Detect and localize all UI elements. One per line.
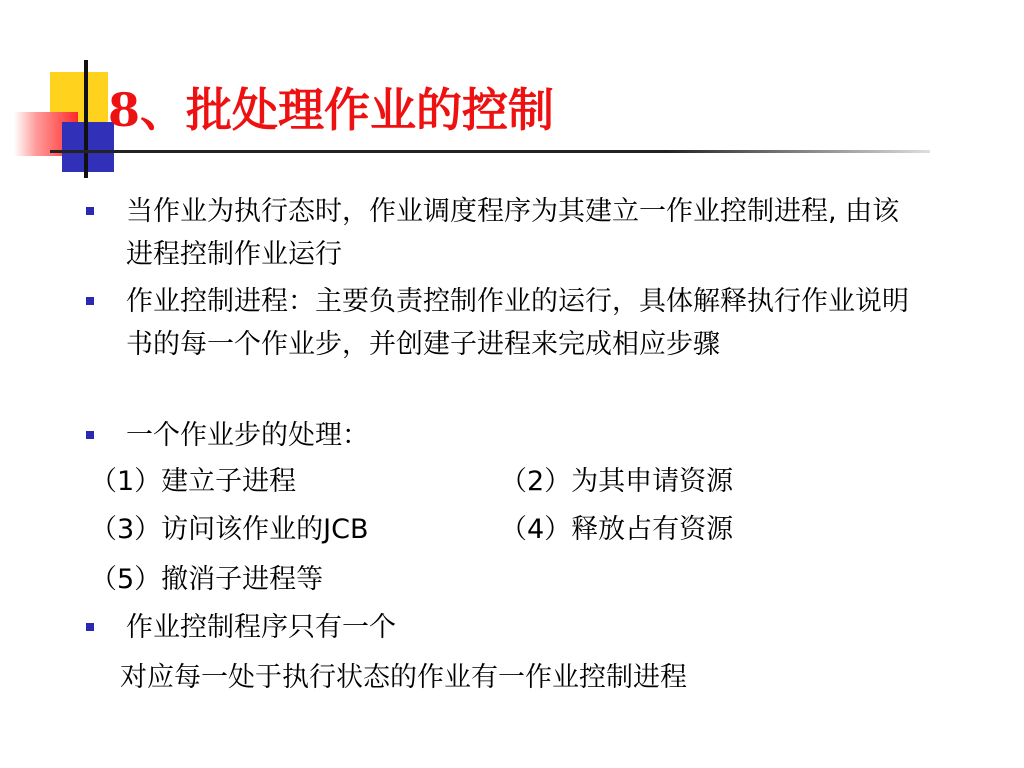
bullet-item: [86, 190, 926, 276]
bullet-item: [86, 606, 926, 649]
decor-blue-square: [62, 122, 114, 172]
square-bullet-icon: [86, 431, 94, 439]
decor-vertical-line: [84, 60, 88, 178]
bullet-text: 作业控制程序只有一个: [126, 612, 396, 643]
square-bullet-icon: [86, 623, 94, 631]
step-item: （2）为其申请资源: [500, 466, 734, 497]
square-bullet-icon: [86, 207, 94, 215]
bullet-text: 当作业为执行态时，作业调度程序为其建立一作业控制进程, 由该进程控制作业运行: [126, 196, 900, 270]
step-item: （4）释放占有资源: [500, 514, 734, 545]
bullet-item: [86, 414, 926, 457]
square-bullet-icon: [86, 297, 94, 305]
title-underline: [50, 150, 930, 153]
bullet-text: 一个作业步的处理：: [126, 420, 369, 451]
step-item: （3）访问该作业的JCB: [90, 514, 369, 545]
slide-title: 8、批处理作业的控制: [108, 83, 555, 137]
step-item: （1）建立子进程: [90, 466, 297, 497]
step-item: （5）撤消子进程等: [90, 564, 324, 595]
note-text: 对应每一处于执行状态的作业有一作业控制进程: [120, 662, 687, 693]
bullet-text: 作业控制进程：主要负责控制作业的运行，具体解释执行作业说明书的每一个作业步，并创建子进程来完成相应步骤: [126, 286, 909, 360]
bullet-item: [86, 280, 926, 366]
